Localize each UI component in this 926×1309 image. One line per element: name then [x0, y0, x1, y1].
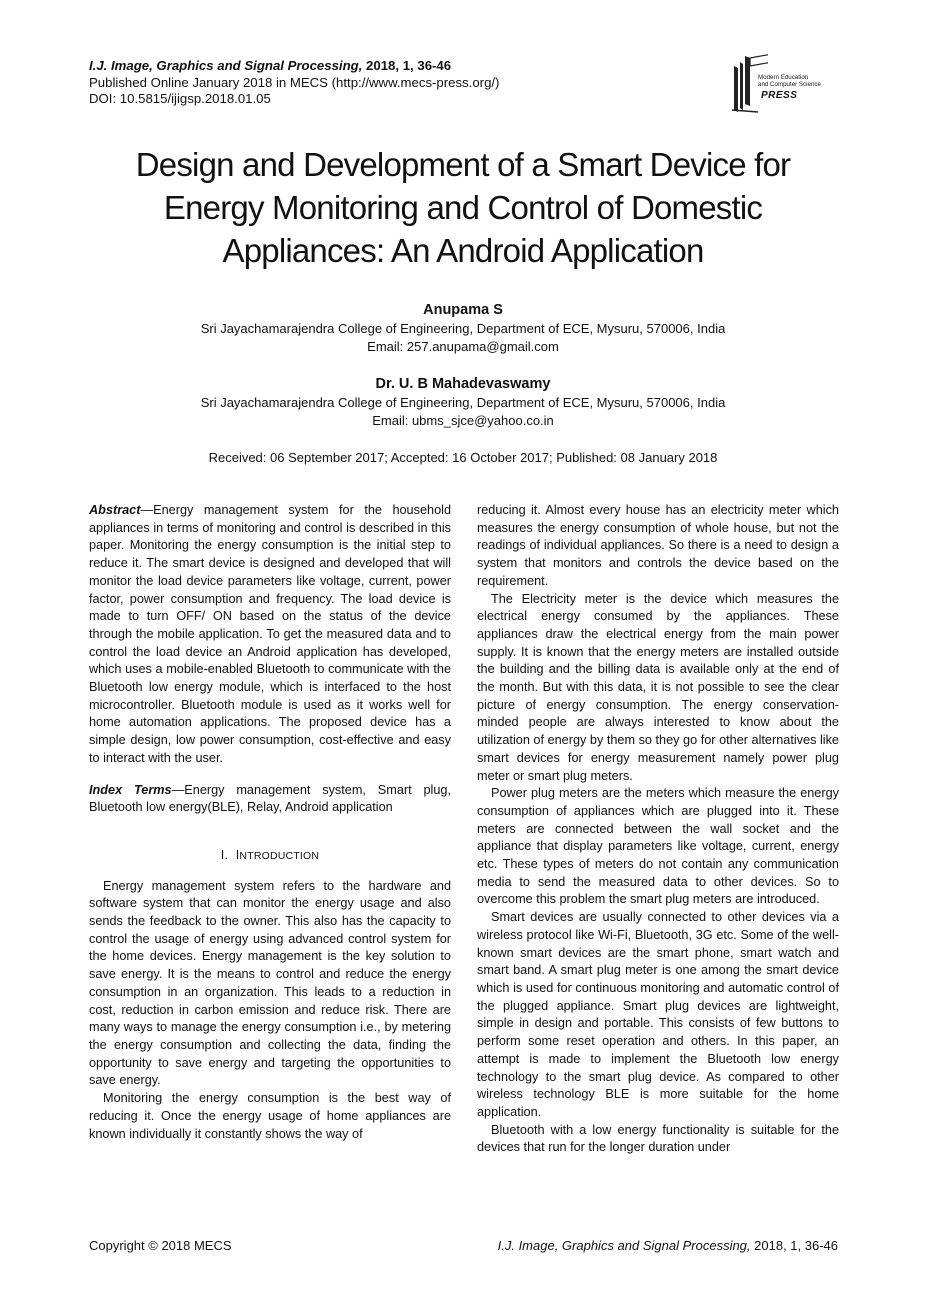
title-line-2: Energy Monitoring and Control of Domestic — [163, 189, 763, 226]
paragraph: Bluetooth with a low energy functionality is suitable for the devices that run for the longer duration under — [477, 1122, 839, 1155]
index-terms-label: Index Terms — [89, 782, 172, 797]
doi: DOI: 10.5815/ijigsp.2018.01.05 — [89, 91, 271, 106]
logo-line-2: and Computer Science — [758, 81, 821, 88]
section-title-rest: NTRODUCTION — [239, 849, 320, 862]
logo-line-1: Modern Education — [758, 74, 809, 81]
left-column — [89, 502, 451, 1143]
section-heading-introduction — [89, 847, 451, 866]
journal-volume: 2018, 1, 36-46 — [362, 58, 452, 73]
section-number: I. — [220, 847, 229, 862]
author-affiliation: Sri Jayachamarajendra College of Engineering, Department of ECE, Mysuru, 570006, India — [200, 321, 726, 336]
author-affiliation: Sri Jayachamarajendra College of Engineering, Department of ECE, Mysuru, 570006, India — [200, 395, 726, 410]
paper-title — [60, 143, 866, 272]
journal-header — [89, 58, 499, 108]
footer-copyright: Copyright © 2018 MECS — [89, 1238, 232, 1253]
paragraph: Smart devices are usually connected to other devices via a wireless protocol like Wi-Fi, Bluetooth, 3G etc. Some of the well-known smart devices are the smart phone, smart watch and smart band. A smart plug meter is one among the smart device which is used for continuous monitoring and automatic control of the plugged appliance. Smart plug devices are lightweight, simple in design and portable. This consists of few buttons to perform some reset operation and others. In this paper, an attempt is made to implement the Bluetooth low energy technology to the smart plug device. As compared to other wireless technology BLE is more suitable for the home application. — [477, 910, 839, 1119]
author-email: Email: ubms_sjce@yahoo.co.in — [372, 413, 554, 428]
paragraph: Power plug meters are the meters which measure the energy consumption of appliances which are plugged into it. These meters are connected between the wall socket and the appliance that display parameters like voltage, current, energy etc. These types of meters do not contain any communication media to send the measured data to other devices. So to overcome this problem the smart plug meters are introduced. — [477, 786, 839, 907]
abstract — [89, 502, 451, 768]
journal-name: I.J. Image, Graphics and Signal Processing, — [89, 58, 363, 73]
footer-citation — [498, 1238, 838, 1253]
logo-text — [758, 74, 821, 88]
logo-press: PRESS — [761, 90, 798, 101]
author-name: Anupama S — [423, 302, 503, 318]
journal-citation — [89, 58, 499, 75]
abstract-label: Abstract — [89, 503, 141, 517]
author-2 — [60, 374, 866, 430]
title-line-3: Appliances: An Android Application — [222, 232, 704, 269]
index-terms-text: Energy management system, Smart plug, Bluetooth low energy(BLE), Relay, Android application — [89, 782, 451, 815]
paragraph: reducing it. Almost every house has an electricity meter which measures the energy consumption of whole house, but not the readings of individual appliances. So there is a need to design a system that monitors and controls the device based on the requirement. — [477, 503, 839, 588]
right-column — [477, 502, 839, 1157]
paragraph: Energy management system refers to the hardware and software system that can monitor the energy usage and also sends the feedback to the owner. This also has the capacity to control the usage of energy using advanced control system for the home devices. Energy management is the key solution to save energy. It is the means to control and reduce the energy consumption in an organization. This leads to a reduction in cost, reduction in carbon emission and reduce risk. There are many ways to manage the energy consumption i.e., by metering the energy consumption and collecting the data, finding the opportunity to save energy and targeting the opportunities to save energy. — [89, 878, 451, 1088]
published-online: Published Online January 2018 in MECS (http://www.mecs-press.org/) — [89, 74, 500, 90]
abstract-text: Energy management system for the household appliances in terms of monitoring and control is described in this paper. Monitoring the energy consumption is the initial step to reduce it. The smart device is designed and developed that will monitor the load device parameters like voltage, current, power factor, power consumption and frequency. The load device is made to turn OFF/ ON based on the status of the device through the mobile application. To get the measured data and to control the load device an Android application has developed, which uses a mobile-enabled Bluetooth to communicate with the Bluetooth low energy module, which is interfaced to the host microcontroller. Bluetooth module is used as it works well for home automation applications. The proposed device has a simple design, low power consumption, cost-effective and easy to interact with the user. — [89, 503, 451, 765]
title-line-1: Design and Development of a Smart Device for — [135, 146, 791, 183]
abstract-dash: — — [140, 503, 154, 517]
section-initial: I — [235, 847, 240, 862]
index-terms-dash: — — [171, 782, 185, 797]
footer-journal: I.J. Image, Graphics and Signal Processing, — [497, 1238, 751, 1253]
index-terms — [89, 782, 451, 817]
paragraph: The Electricity meter is the device which measures the electrical energy consumed by the appliances. These appliances draw the electrical energy from the main power supply. It is known that the energy meters are installed outside the building and the billing data is available only at the end of the month. But with this data, it is not possible to see the clear picture of energy consumption. The energy conservation-minded people are always interested to know about the utilization of energy by them so they go for other alternatives like smart devices for energy measurement namely power plug meter or smart plug meters. — [477, 591, 839, 783]
author-1 — [60, 300, 866, 356]
paragraph: Monitoring the energy consumption is the best way of reducing it. Once the energy usage of home appliances are known individually it constantly shows the way of — [89, 1091, 451, 1141]
author-email: Email: 257.anupama@gmail.com — [367, 339, 559, 354]
footer-volume: 2018, 1, 36-46 — [750, 1238, 838, 1253]
mecs-press-logo — [728, 52, 840, 114]
publication-dates: Received: 06 September 2017; Accepted: 16 October 2017; Published: 08 January 2018 — [208, 450, 718, 465]
author-name: Dr. U. B Mahadevaswamy — [375, 376, 551, 392]
